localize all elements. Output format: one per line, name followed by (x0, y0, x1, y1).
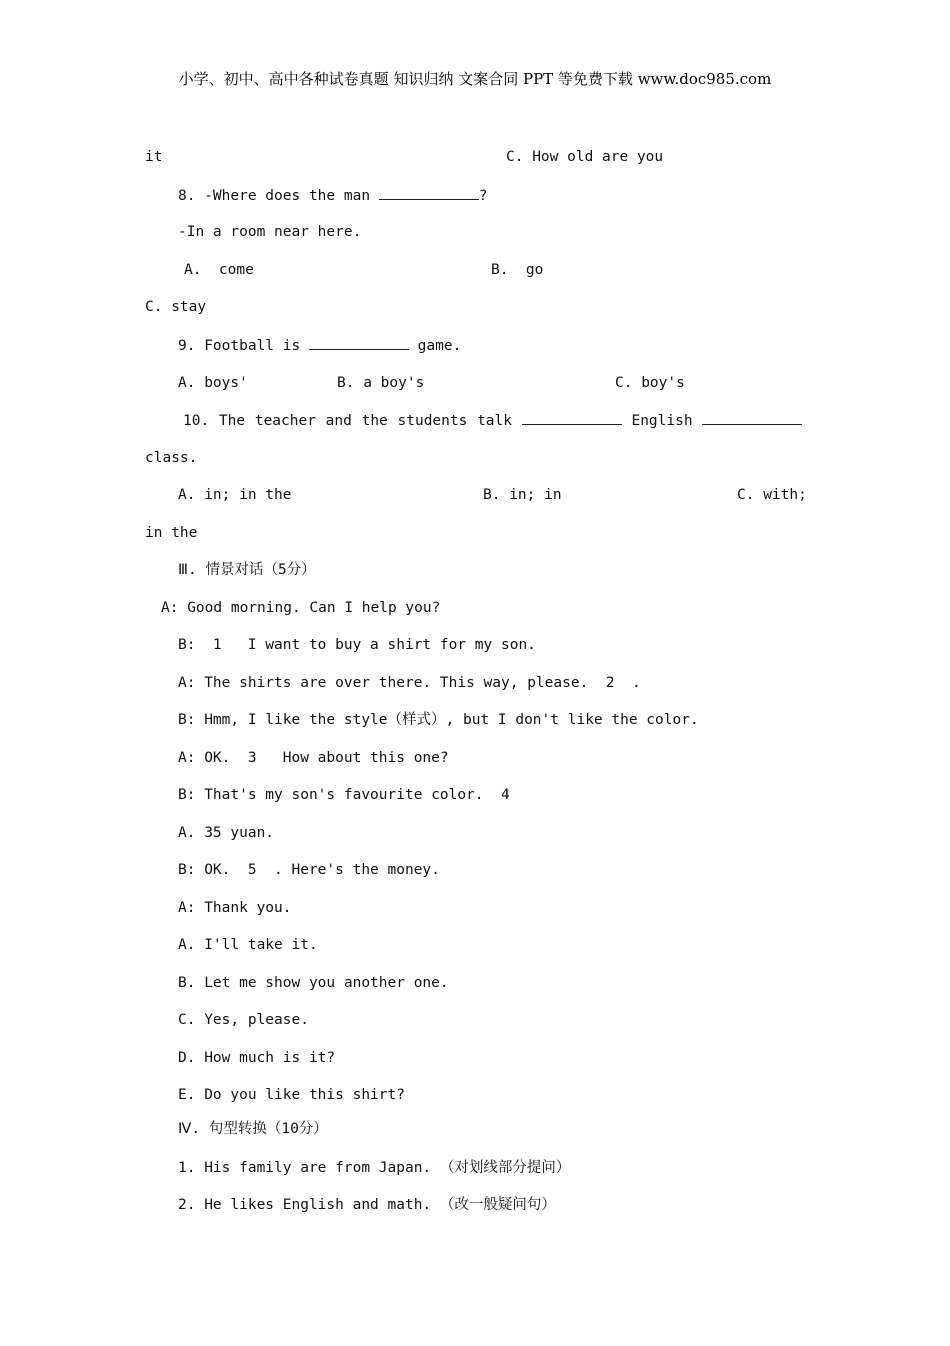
q10-blank-1 (522, 410, 622, 425)
q7-option-c: C. How old are you (506, 149, 664, 165)
transform-item: 2. He likes English and math. （改一般疑问句） (178, 1197, 556, 1213)
dialogue-line: B: 1 I want to buy a shirt for my son. (178, 637, 536, 653)
dialogue-line: B: Hmm, I like the style（样式）, but I don't like the color. (178, 712, 699, 728)
dialogue-option: D. How much is it? (178, 1050, 336, 1066)
q9-stem-post: game. (408, 338, 462, 354)
q10-stem-mid: English (621, 413, 703, 429)
dialogue-line: B: That's my son's favourite color. 4 (178, 787, 510, 803)
q8-stem-post: ? (478, 188, 488, 204)
page-header: 小学、初中、高中各种试卷真题 知识归纳 文案合同 PPT 等免费下载 www.doc985.com (178, 70, 772, 88)
q10-blank-2 (702, 410, 802, 425)
q10-option-c: C. with; (737, 487, 807, 503)
transform-item: 1. His family are from Japan. （对划线部分提问） (178, 1160, 571, 1176)
dialogue-option: A. I'll take it. (178, 937, 318, 953)
q9-option-a: A. boys' (178, 375, 248, 391)
q9-option-b: B. a boy's (337, 375, 425, 391)
q8-option-a: A. come (184, 262, 254, 278)
section3-title: Ⅲ. 情景对话（5分） (178, 562, 316, 578)
q8-stem (178, 185, 488, 206)
q9-option-c: C. boy's (615, 375, 685, 391)
dialogue-line: A: Good morning. Can I help you? (161, 600, 441, 616)
dialogue-line: A: OK. 3 How about this one? (178, 750, 449, 766)
q7-tail-left: it (145, 149, 163, 165)
dialogue-option: C. Yes, please. (178, 1012, 309, 1028)
q8-blank (379, 185, 479, 200)
q9-stem (178, 335, 461, 356)
q10-stem-end: class. (145, 450, 198, 466)
q10-option-b: B. in; in (483, 487, 562, 503)
q8-option-c: C. stay (145, 299, 207, 315)
q10-stem (183, 410, 802, 431)
dialogue-line: B: OK. 5 . Here's the money. (178, 862, 440, 878)
dialogue-option: E. Do you like this shirt? (178, 1087, 405, 1103)
section4-title: Ⅳ. 句型转换（10分） (178, 1121, 328, 1137)
dialogue-line: A: The shirts are over there. This way, please. 2 . (178, 675, 641, 691)
q8-option-b: B. go (491, 262, 544, 278)
dialogue-line: A: Thank you. (178, 900, 292, 916)
q10-option-a: A. in; in the (178, 487, 292, 503)
q8-stem-pre: 8. -Where does the man (178, 188, 379, 204)
q9-stem-pre: 9. Football is (178, 338, 309, 354)
dialogue-option: B. Let me show you another one. (178, 975, 449, 991)
q9-blank (309, 335, 409, 350)
q8-answer-line: -In a room near here. (178, 224, 362, 240)
q10-stem-pre: 10. The teacher and the students talk (183, 413, 522, 429)
q10-option-c-cont: in the (145, 525, 198, 541)
dialogue-line: A. 35 yuan. (178, 825, 275, 841)
